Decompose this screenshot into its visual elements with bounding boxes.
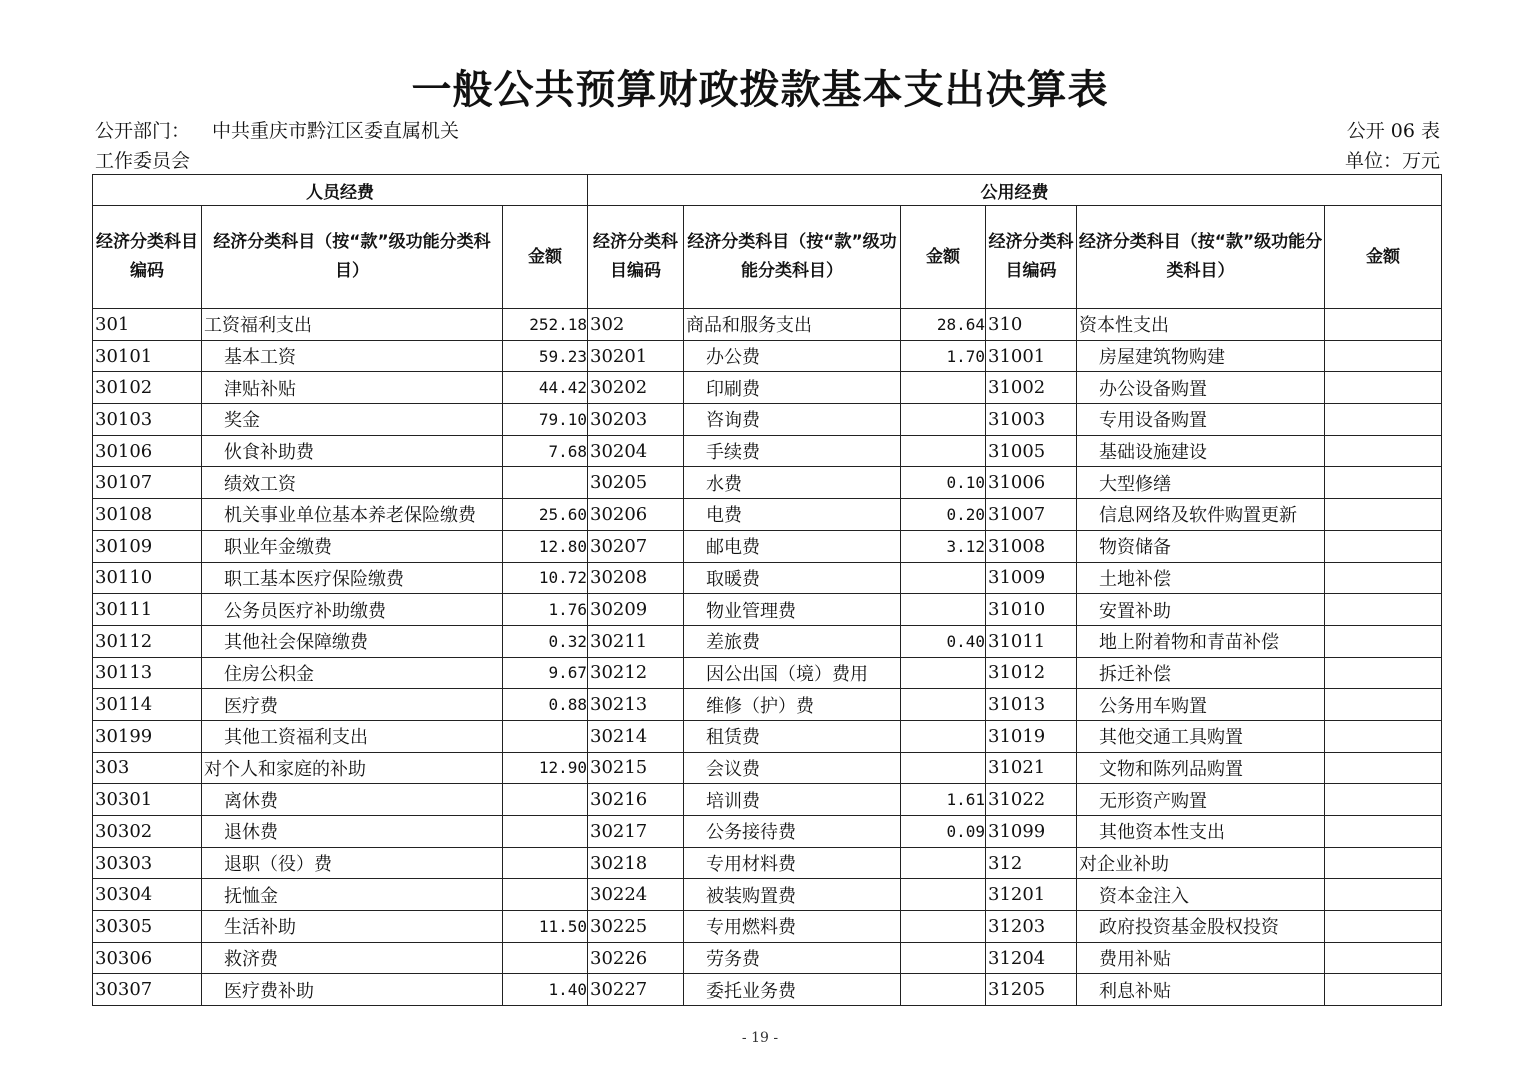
cell-goods-amount: 0.09 (901, 816, 986, 848)
cell-goods-name: 公务接待费 (684, 816, 901, 848)
cell-capital-amount (1325, 752, 1442, 784)
cell-personnel-name: 津贴补贴 (202, 372, 503, 404)
cell-goods-amount (901, 689, 986, 721)
cell-personnel-name: 离休费 (202, 784, 503, 816)
cell-personnel-name: 住房公积金 (202, 657, 503, 689)
cell-personnel-name: 公务员医疗补助缴费 (202, 594, 503, 626)
cell-goods-name: 水费 (684, 467, 901, 499)
cell-personnel-amount: 44.42 (503, 372, 588, 404)
cell-personnel-name: 救济费 (202, 942, 503, 974)
cell-capital-amount (1325, 435, 1442, 467)
cell-capital-name: 利息补贴 (1077, 974, 1325, 1006)
cell-goods-code: 30216 (588, 784, 684, 816)
cell-personnel-amount: 1.76 (503, 594, 588, 626)
cell-capital-amount (1325, 911, 1442, 943)
table-row (93, 625, 1442, 657)
department-name: 中共重庆市黔江区委直属机关 (212, 120, 460, 142)
cell-capital-amount (1325, 816, 1442, 848)
cell-goods-amount (901, 720, 986, 752)
cell-capital-code: 31205 (986, 974, 1077, 1006)
cell-capital-amount (1325, 499, 1442, 531)
cell-goods-name: 维修（护）费 (684, 689, 901, 721)
table-row (93, 847, 1442, 879)
cell-capital-amount (1325, 657, 1442, 689)
cell-capital-code: 31099 (986, 816, 1077, 848)
cell-capital-name: 资本金注入 (1077, 879, 1325, 911)
cell-capital-code: 31201 (986, 879, 1077, 911)
cell-personnel-amount: 11.50 (503, 911, 588, 943)
cell-personnel-amount: 59.23 (503, 340, 588, 372)
cell-capital-amount (1325, 974, 1442, 1006)
cell-personnel-code: 303 (93, 752, 202, 784)
group-public: 公用经费 (588, 175, 1442, 206)
cell-personnel-code: 30304 (93, 879, 202, 911)
cell-goods-name: 印刷费 (684, 372, 901, 404)
cell-goods-code: 30205 (588, 467, 684, 499)
cell-goods-amount (901, 847, 986, 879)
cell-goods-amount (901, 562, 986, 594)
cell-goods-name: 咨询费 (684, 404, 901, 436)
cell-goods-name: 委托业务费 (684, 974, 901, 1006)
table-row (93, 911, 1442, 943)
cell-capital-amount (1325, 530, 1442, 562)
cell-capital-name: 信息网络及软件购置更新 (1077, 499, 1325, 531)
cell-personnel-amount: 0.32 (503, 625, 588, 657)
cell-capital-code: 31007 (986, 499, 1077, 531)
cell-capital-code: 31013 (986, 689, 1077, 721)
cell-personnel-name: 基本工资 (202, 340, 503, 372)
cell-capital-amount (1325, 942, 1442, 974)
cell-capital-name: 其他资本性支出 (1077, 816, 1325, 848)
cell-personnel-name: 绩效工资 (202, 467, 503, 499)
cell-personnel-code: 30110 (93, 562, 202, 594)
cell-goods-code: 30224 (588, 879, 684, 911)
cell-capital-name: 其他交通工具购置 (1077, 720, 1325, 752)
cell-goods-name: 差旅费 (684, 625, 901, 657)
table-body (93, 309, 1442, 1006)
cell-personnel-amount: 25.60 (503, 499, 588, 531)
cell-goods-code: 30202 (588, 372, 684, 404)
cell-capital-code: 31011 (986, 625, 1077, 657)
cell-personnel-name: 机关事业单位基本养老保险缴费 (202, 499, 503, 531)
cell-personnel-amount: 7.68 (503, 435, 588, 467)
table-row (93, 340, 1442, 372)
cell-goods-code: 30226 (588, 942, 684, 974)
table-row (93, 974, 1442, 1006)
cell-goods-name: 邮电费 (684, 530, 901, 562)
cell-goods-code: 30218 (588, 847, 684, 879)
cell-capital-name: 无形资产购置 (1077, 784, 1325, 816)
cell-capital-code: 31005 (986, 435, 1077, 467)
cell-goods-amount (901, 404, 986, 436)
cell-personnel-amount (503, 942, 588, 974)
cell-capital-code: 31009 (986, 562, 1077, 594)
cell-capital-name: 基础设施建设 (1077, 435, 1325, 467)
cell-capital-amount (1325, 625, 1442, 657)
cell-goods-name: 取暖费 (684, 562, 901, 594)
cell-goods-name: 会议费 (684, 752, 901, 784)
cell-goods-code: 30215 (588, 752, 684, 784)
table-row (93, 435, 1442, 467)
cell-goods-code: 30211 (588, 625, 684, 657)
cell-capital-name: 专用设备购置 (1077, 404, 1325, 436)
department-line (95, 116, 459, 143)
cell-capital-code: 312 (986, 847, 1077, 879)
cell-personnel-code: 30114 (93, 689, 202, 721)
cell-personnel-name: 生活补助 (202, 911, 503, 943)
cell-capital-name: 地上附着物和青苗补偿 (1077, 625, 1325, 657)
cell-goods-code: 30214 (588, 720, 684, 752)
cell-capital-code: 31002 (986, 372, 1077, 404)
cell-goods-code: 30213 (588, 689, 684, 721)
cell-personnel-code: 30113 (93, 657, 202, 689)
cell-capital-name: 费用补贴 (1077, 942, 1325, 974)
table-row (93, 530, 1442, 562)
cell-capital-code: 31021 (986, 752, 1077, 784)
cell-goods-name: 手续费 (684, 435, 901, 467)
table-row (93, 404, 1442, 436)
cell-goods-code: 302 (588, 309, 684, 341)
cell-personnel-code: 30301 (93, 784, 202, 816)
cell-personnel-code: 30109 (93, 530, 202, 562)
cell-capital-amount (1325, 372, 1442, 404)
col-goods-name: 经济分类科目（按“款”级功能分类科目） (684, 206, 901, 309)
cell-goods-name: 因公出国（境）费用 (684, 657, 901, 689)
cell-goods-name: 商品和服务支出 (684, 309, 901, 341)
cell-capital-name: 对企业补助 (1077, 847, 1325, 879)
cell-personnel-amount (503, 879, 588, 911)
table-row (93, 309, 1442, 341)
table-number: 公开 06 表 (1346, 120, 1440, 142)
cell-personnel-code: 30199 (93, 720, 202, 752)
cell-personnel-code: 30307 (93, 974, 202, 1006)
cell-personnel-amount (503, 847, 588, 879)
cell-goods-amount (901, 435, 986, 467)
cell-personnel-name: 对个人和家庭的补助 (202, 752, 503, 784)
cell-goods-amount: 3.12 (901, 530, 986, 562)
cell-personnel-amount (503, 467, 588, 499)
cell-personnel-amount: 79.10 (503, 404, 588, 436)
cell-goods-amount: 28.64 (901, 309, 986, 341)
table-row (93, 467, 1442, 499)
cell-capital-amount (1325, 562, 1442, 594)
cell-goods-code: 30203 (588, 404, 684, 436)
cell-goods-name: 电费 (684, 499, 901, 531)
cell-capital-name: 土地补偿 (1077, 562, 1325, 594)
cell-capital-amount (1325, 404, 1442, 436)
expenditure-table (92, 174, 1442, 1006)
cell-goods-name: 专用材料费 (684, 847, 901, 879)
cell-personnel-name: 伙食补助费 (202, 435, 503, 467)
cell-goods-name: 租赁费 (684, 720, 901, 752)
cell-capital-code: 31022 (986, 784, 1077, 816)
page-number: - 19 - (741, 1030, 779, 1046)
cell-personnel-amount (503, 816, 588, 848)
cell-goods-name: 物业管理费 (684, 594, 901, 626)
cell-personnel-amount: 0.88 (503, 689, 588, 721)
cell-goods-amount (901, 879, 986, 911)
cell-capital-amount (1325, 879, 1442, 911)
cell-personnel-code: 301 (93, 309, 202, 341)
cell-goods-code: 30204 (588, 435, 684, 467)
cell-personnel-amount: 12.80 (503, 530, 588, 562)
cell-personnel-amount: 10.72 (503, 562, 588, 594)
cell-goods-code: 30212 (588, 657, 684, 689)
cell-goods-code: 30225 (588, 911, 684, 943)
table-row (93, 594, 1442, 626)
cell-personnel-name: 职工基本医疗保险缴费 (202, 562, 503, 594)
cell-capital-code: 31006 (986, 467, 1077, 499)
table-row (93, 784, 1442, 816)
col-goods-amount: 金额 (901, 206, 986, 309)
column-header-row (93, 206, 1442, 309)
cell-capital-name: 大型修缮 (1077, 467, 1325, 499)
cell-capital-name: 公务用车购置 (1077, 689, 1325, 721)
cell-capital-name: 安置补助 (1077, 594, 1325, 626)
table-row (93, 689, 1442, 721)
cell-capital-name: 物资储备 (1077, 530, 1325, 562)
cell-personnel-amount (503, 784, 588, 816)
cell-personnel-name: 退职（役）费 (202, 847, 503, 879)
cell-capital-amount (1325, 689, 1442, 721)
cell-capital-amount (1325, 784, 1442, 816)
cell-capital-amount (1325, 467, 1442, 499)
col-capital-amount: 金额 (1325, 206, 1442, 309)
cell-personnel-amount: 9.67 (503, 657, 588, 689)
page-title: 一般公共预算财政拨款基本支出决算表 (411, 67, 1109, 113)
cell-capital-name: 文物和陈列品购置 (1077, 752, 1325, 784)
cell-personnel-code: 30303 (93, 847, 202, 879)
cell-goods-name: 专用燃料费 (684, 911, 901, 943)
cell-goods-code: 30206 (588, 499, 684, 531)
table-row (93, 942, 1442, 974)
cell-goods-amount (901, 752, 986, 784)
table-row (93, 562, 1442, 594)
cell-capital-amount (1325, 720, 1442, 752)
cell-personnel-amount: 1.40 (503, 974, 588, 1006)
cell-goods-code: 30227 (588, 974, 684, 1006)
cell-personnel-name: 其他社会保障缴费 (202, 625, 503, 657)
table-row (93, 657, 1442, 689)
cell-capital-code: 310 (986, 309, 1077, 341)
cell-capital-amount (1325, 594, 1442, 626)
cell-capital-name: 政府投资基金股权投资 (1077, 911, 1325, 943)
cell-personnel-name: 工资福利支出 (202, 309, 503, 341)
cell-capital-amount (1325, 309, 1442, 341)
cell-goods-amount: 0.10 (901, 467, 986, 499)
cell-capital-code: 31204 (986, 942, 1077, 974)
col-capital-name: 经济分类科目（按“款”级功能分类科目） (1077, 206, 1325, 309)
department-label: 公开部门： (95, 120, 191, 142)
cell-personnel-code: 30106 (93, 435, 202, 467)
cell-personnel-name: 医疗费补助 (202, 974, 503, 1006)
table-row (93, 720, 1442, 752)
cell-capital-amount (1325, 340, 1442, 372)
cell-personnel-name: 医疗费 (202, 689, 503, 721)
cell-goods-amount: 1.61 (901, 784, 986, 816)
cell-goods-code: 30217 (588, 816, 684, 848)
cell-personnel-code: 30111 (93, 594, 202, 626)
cell-goods-code: 30209 (588, 594, 684, 626)
col-personnel-amount: 金额 (503, 206, 588, 309)
table-row (93, 372, 1442, 404)
cell-capital-code: 31203 (986, 911, 1077, 943)
cell-capital-code: 31008 (986, 530, 1077, 562)
cell-goods-amount: 0.40 (901, 625, 986, 657)
cell-goods-amount (901, 594, 986, 626)
cell-goods-amount (901, 657, 986, 689)
table-row (93, 816, 1442, 848)
cell-personnel-name: 职业年金缴费 (202, 530, 503, 562)
cell-capital-name: 资本性支出 (1077, 309, 1325, 341)
col-goods-code: 经济分类科目编码 (588, 206, 684, 309)
cell-personnel-amount: 12.90 (503, 752, 588, 784)
cell-personnel-name: 奖金 (202, 404, 503, 436)
group-header-row (93, 175, 1442, 206)
cell-capital-code: 31012 (986, 657, 1077, 689)
cell-capital-name: 办公设备购置 (1077, 372, 1325, 404)
cell-goods-code: 30201 (588, 340, 684, 372)
cell-goods-amount (901, 942, 986, 974)
table-row (93, 879, 1442, 911)
cell-personnel-code: 30103 (93, 404, 202, 436)
cell-goods-name: 培训费 (684, 784, 901, 816)
cell-personnel-code: 30305 (93, 911, 202, 943)
cell-personnel-code: 30107 (93, 467, 202, 499)
cell-capital-code: 31003 (986, 404, 1077, 436)
cell-personnel-code: 30306 (93, 942, 202, 974)
cell-goods-code: 30208 (588, 562, 684, 594)
cell-capital-name: 拆迁补偿 (1077, 657, 1325, 689)
cell-goods-amount (901, 911, 986, 943)
department-name-continued: 工作委员会 (95, 150, 191, 172)
cell-personnel-name: 抚恤金 (202, 879, 503, 911)
cell-capital-code: 31019 (986, 720, 1077, 752)
cell-capital-code: 31001 (986, 340, 1077, 372)
cell-personnel-code: 30108 (93, 499, 202, 531)
cell-goods-amount (901, 974, 986, 1006)
cell-personnel-code: 30102 (93, 372, 202, 404)
cell-personnel-code: 30112 (93, 625, 202, 657)
cell-personnel-amount: 252.18 (503, 309, 588, 341)
cell-goods-code: 30207 (588, 530, 684, 562)
cell-capital-name: 房屋建筑物购建 (1077, 340, 1325, 372)
cell-goods-name: 劳务费 (684, 942, 901, 974)
cell-personnel-amount (503, 720, 588, 752)
cell-goods-name: 办公费 (684, 340, 901, 372)
cell-capital-code: 31010 (986, 594, 1077, 626)
unit-label: 单位：万元 (1344, 150, 1440, 172)
cell-personnel-code: 30302 (93, 816, 202, 848)
cell-personnel-name: 退休费 (202, 816, 503, 848)
cell-goods-amount: 0.20 (901, 499, 986, 531)
cell-goods-amount (901, 372, 986, 404)
col-capital-code: 经济分类科目编码 (986, 206, 1077, 309)
table-row (93, 752, 1442, 784)
cell-personnel-name: 其他工资福利支出 (202, 720, 503, 752)
col-personnel-code: 经济分类科目编码 (93, 206, 202, 309)
col-personnel-name: 经济分类科目（按“款”级功能分类科目） (202, 206, 503, 309)
cell-goods-amount: 1.70 (901, 340, 986, 372)
cell-capital-amount (1325, 847, 1442, 879)
cell-personnel-code: 30101 (93, 340, 202, 372)
table-row (93, 499, 1442, 531)
cell-goods-name: 被装购置费 (684, 879, 901, 911)
group-personnel: 人员经费 (93, 175, 588, 206)
